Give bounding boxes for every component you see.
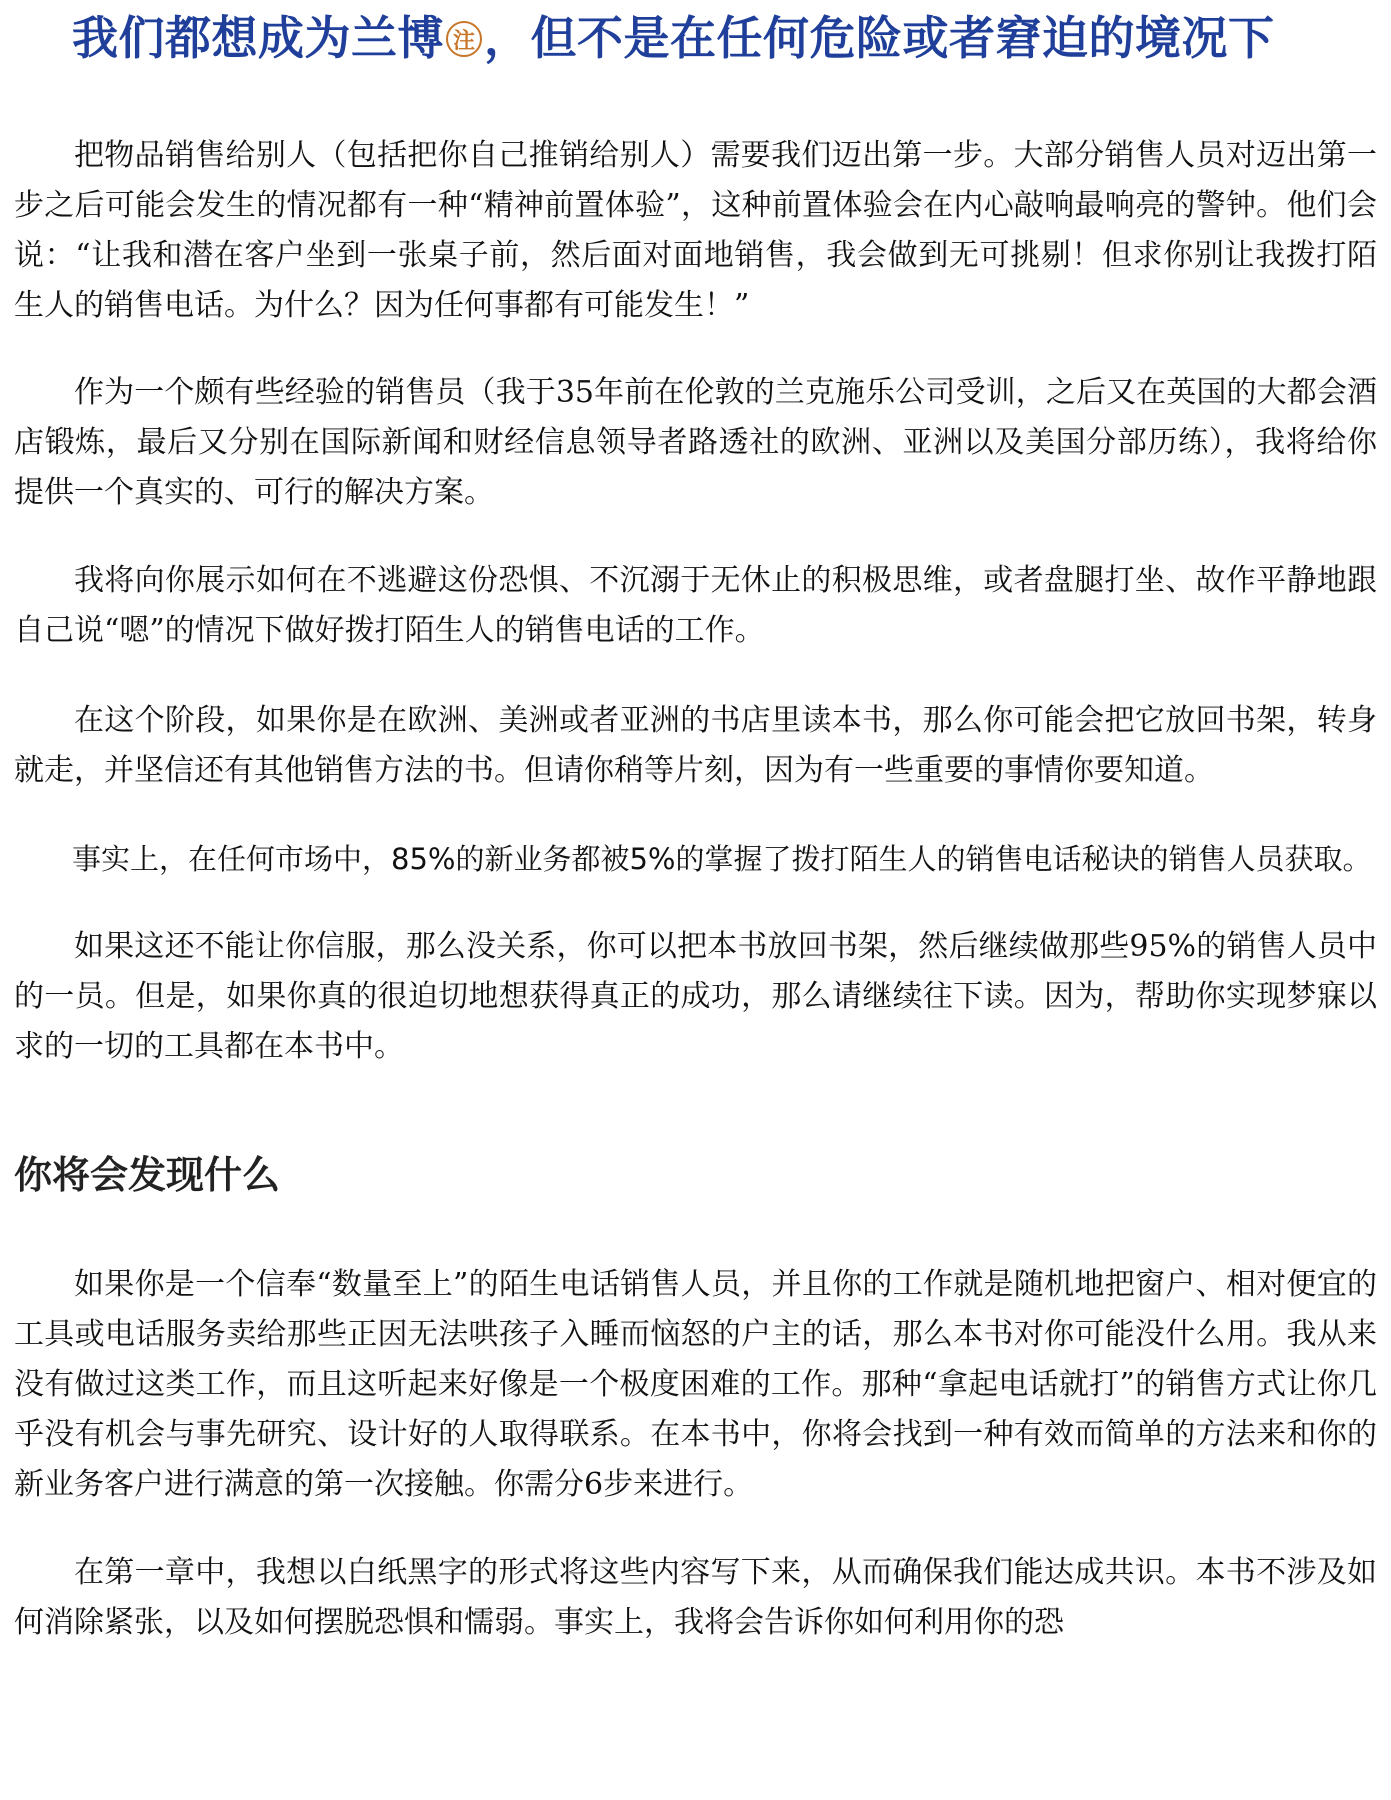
body-paragraph: 事实上，在任何市场中，85%的新业务都被5%的掌握了拨打陌生人的销售电话秘诀的销售人员获取。 xyxy=(72,842,1372,876)
body-paragraph: 把物品销售给别人（包括把你自己推销给别人）需要我们迈出第一步。大部分销售人员对迈出第一步之后可能会发生的情况都有一种“精神前置体验”，这种前置体验会在内心敲响最响亮的警钟。他们会说：“让我和潜在客户坐到一张桌子前，然后面对面地销售，我会做到无可挑剔！但求你别让我拨打陌生人的销售电话。为什么？因为任何事都有可能发生！” xyxy=(14,138,1377,323)
body-paragraph: 作为一个颇有些经验的销售员（我于35年前在伦敦的兰克施乐公司受训，之后又在英国的大都会酒店锻炼，最后又分别在国际新闻和财经信息领导者路透社的欧洲、亚洲以及美国分部历练），我将给你提供一个真实的、可行的解决方案。 xyxy=(14,375,1377,510)
body-paragraph: 我将向你展示如何在不逃避这份恐惧、不沉溺于无休止的积极思维，或者盘腿打坐、故作平静地跟自己说“嗯”的情况下做好拨打陌生人的销售电话的工作。 xyxy=(14,563,1377,648)
body-paragraph: 在这个阶段，如果你是在欧洲、美洲或者亚洲的书店里读本书，那么你可能会把它放回书架，转身就走，并坚信还有其他销售方法的书。但请你稍等片刻，因为有一些重要的事情你要知道。 xyxy=(14,703,1377,788)
section-paragraph: 如果你是一个信奉“数量至上”的陌生电话销售人员，并且你的工作就是随机地把窗户、相对便宜的工具或电话服务卖给那些正因无法哄孩子入睡而恼怒的户主的话，那么本书对你可能没什么用。我从来没有做过这类工作，而且这听起来好像是一个极度困难的工作。那种“拿起电话就打”的销售方式让你几乎没有机会与事先研究、设计好的人取得联系。在本书中，你将会找到一种有效而简单的方法来和你的新业务客户进行满意的第一次接触。你需分6步来进行。 xyxy=(14,1267,1377,1502)
footnote-marker[interactable]: 注 xyxy=(446,21,482,57)
title-text-before: 我们都想成为兰博 xyxy=(72,11,444,65)
body-paragraph: 如果这还不能让你信服，那么没关系，你可以把本书放回书架，然后继续做那些95%的销售人员中的一员。但是，如果你真的很迫切地想获得真正的成功，那么请继续往下读。因为，帮助你实现梦寐以求的一切的工具都在本书中。 xyxy=(14,929,1377,1064)
section-paragraph: 在第一章中，我想以白纸黑字的形式将这些内容写下来，从而确保我们能达成共识。本书不涉及如何消除紧张，以及如何摆脱恐惧和懦弱。事实上，我将会告诉你如何利用你的恐 xyxy=(14,1555,1377,1640)
section-heading: 你将会发现什么 xyxy=(14,1152,281,1197)
page-title xyxy=(72,10,1377,66)
title-text-after: ，但不是在任何危险或者窘迫的境况下 xyxy=(484,11,1275,65)
